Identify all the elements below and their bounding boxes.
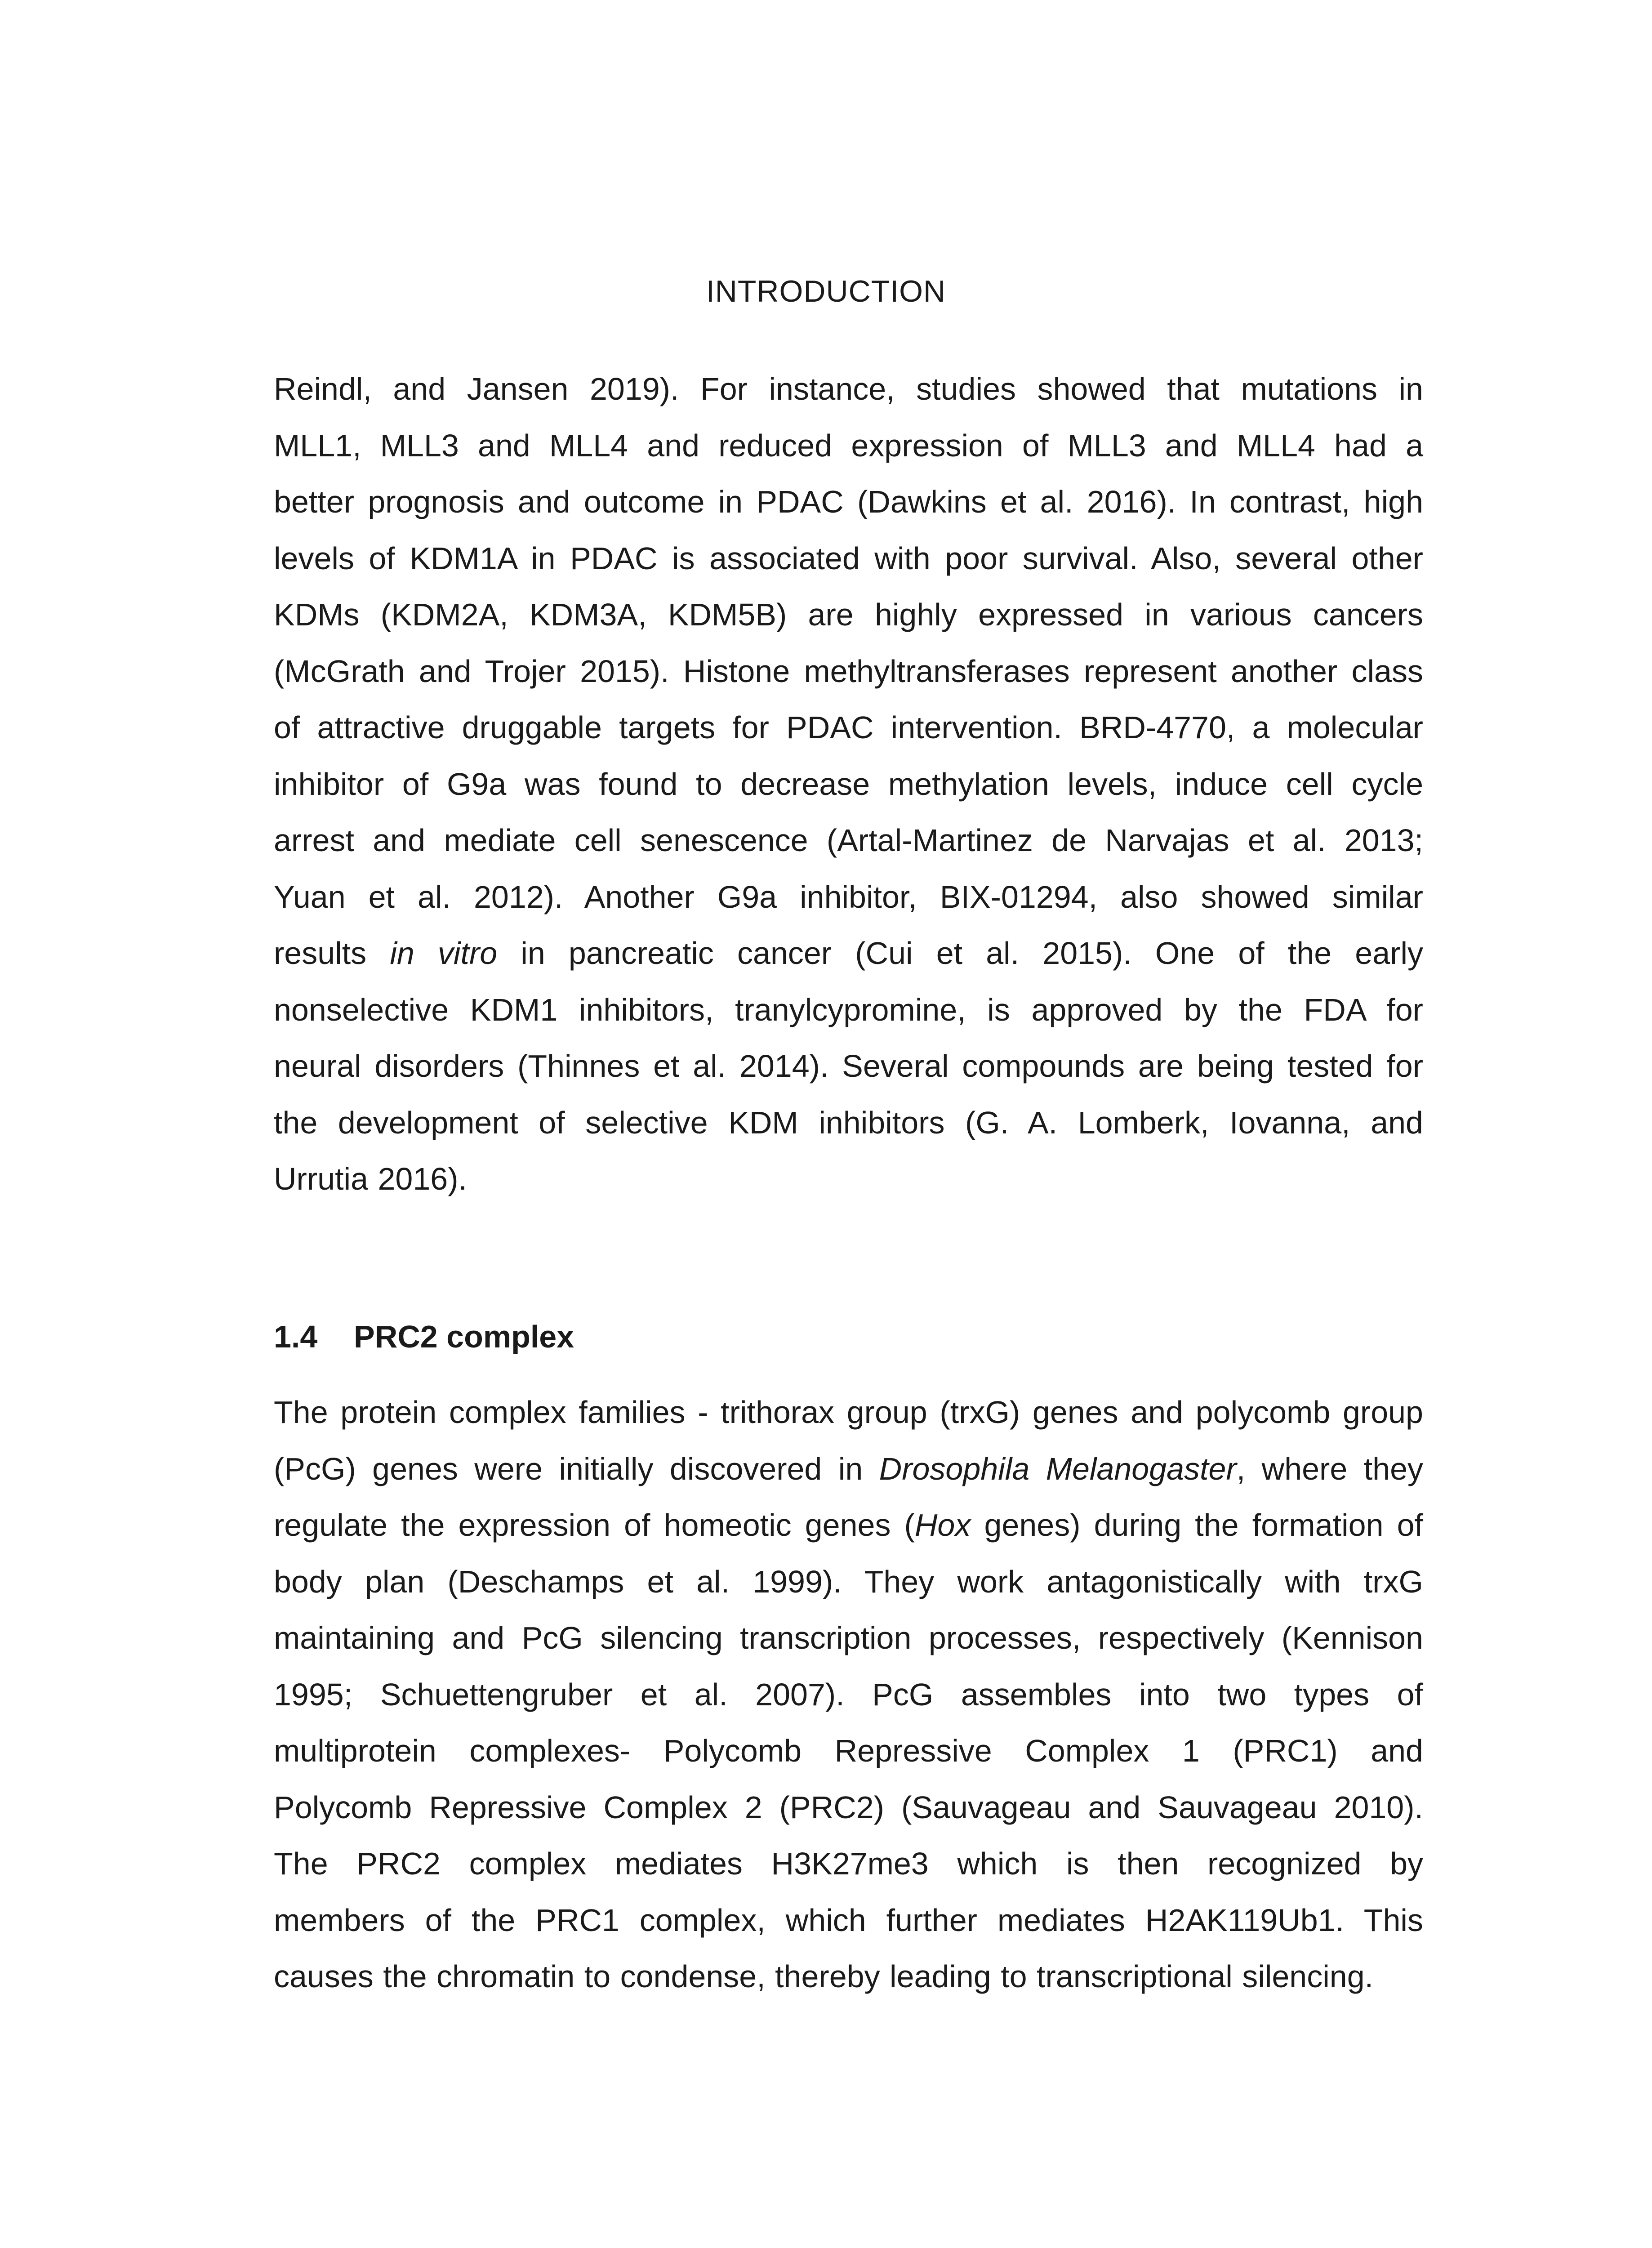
italic-term: in vitro [390,936,498,971]
text-line: Yuan et al. 2012). Another G9a inhibitor, BIX-01294, also showed similar [274,879,1423,914]
text-line: maintaining and PcG silencing transcription processes, respectively (Kennison [274,1620,1423,1655]
text-line: MLL1, MLL3 and MLL4 and reduced expression of MLL3 and MLL4 had a [274,428,1423,463]
text-line: Reindl, and Jansen 2019). For instance, studies showed that mutations in [274,371,1423,406]
body-paragraph-1 [274,361,1423,1208]
text-line: the development of selective KDM inhibitors (G. A. Lomberk, Iovanna, and [274,1105,1423,1140]
text-line [274,1497,1423,1554]
text-segment: genes) during the formation of [971,1508,1423,1543]
text-segment: in pancreatic cancer (Cui et al. 2015). One of the early [497,936,1424,971]
text-line: KDMs (KDM2A, KDM3A, KDM5B) are highly expressed in various cancers [274,597,1423,632]
text-line [274,925,1423,982]
text-line: inhibitor of G9a was found to decrease methylation levels, induce cell cycle [274,766,1423,802]
italic-term: Drosophila Melanogaster [879,1451,1237,1486]
text-line: The protein complex families - trithorax group (trxG) genes and polycomb group [274,1395,1423,1430]
text-line: 1995; Schuettengruber et al. 2007). PcG assembles into two types of [274,1677,1423,1712]
italic-term: Hox [914,1508,971,1543]
text-line: multiprotein complexes- Polycomb Repressive Complex 1 (PRC1) and [274,1733,1423,1768]
text-line: of attractive druggable targets for PDAC intervention. BRD-4770, a molecular [274,710,1423,745]
text-line: better prognosis and outcome in PDAC (Dawkins et al. 2016). In contrast, high [274,484,1423,519]
text-line: nonselective KDM1 inhibitors, tranylcypromine, is approved by the FDA for [274,992,1423,1027]
text-line: causes the chromatin to condense, thereby leading to transcriptional silencing. [274,1959,1374,1994]
section-title: PRC2 complex [354,1319,574,1354]
text-segment: , where they [1236,1451,1423,1486]
text-line: arrest and mediate cell senescence (Artal-Martinez de Narvajas et al. 2013; [274,823,1423,858]
body-paragraph-2 [274,1384,1423,2005]
text-line: neural disorders (Thinnes et al. 2014). Several compounds are being tested for [274,1048,1423,1084]
text-line: members of the PRC1 complex, which further mediates H2AK119Ub1. This [274,1902,1423,1938]
running-header: INTRODUCTION [706,274,946,308]
text-line: Urrutia 2016). [274,1161,467,1196]
section-number: 1.4 [274,1319,318,1354]
text-line: levels of KDM1A in PDAC is associated with poor survival. Also, several other [274,540,1423,576]
text-segment: (PcG) genes were initially discovered in [274,1451,879,1486]
text-line: Polycomb Repressive Complex 2 (PRC2) (Sauvageau and Sauvageau 2010). [274,1789,1423,1825]
text-line [274,1441,1423,1498]
text-segment: results [274,936,390,971]
text-line: The PRC2 complex mediates H3K27me3 which is then recognized by [274,1846,1423,1881]
section-heading [274,1314,574,1359]
text-segment: regulate the expression of homeotic genes ( [274,1508,915,1543]
text-line: body plan (Deschamps et al. 1999). They work antagonistically with trxG [274,1564,1423,1599]
text-line: (McGrath and Trojer 2015). Histone methyltransferases represent another class [274,653,1423,689]
